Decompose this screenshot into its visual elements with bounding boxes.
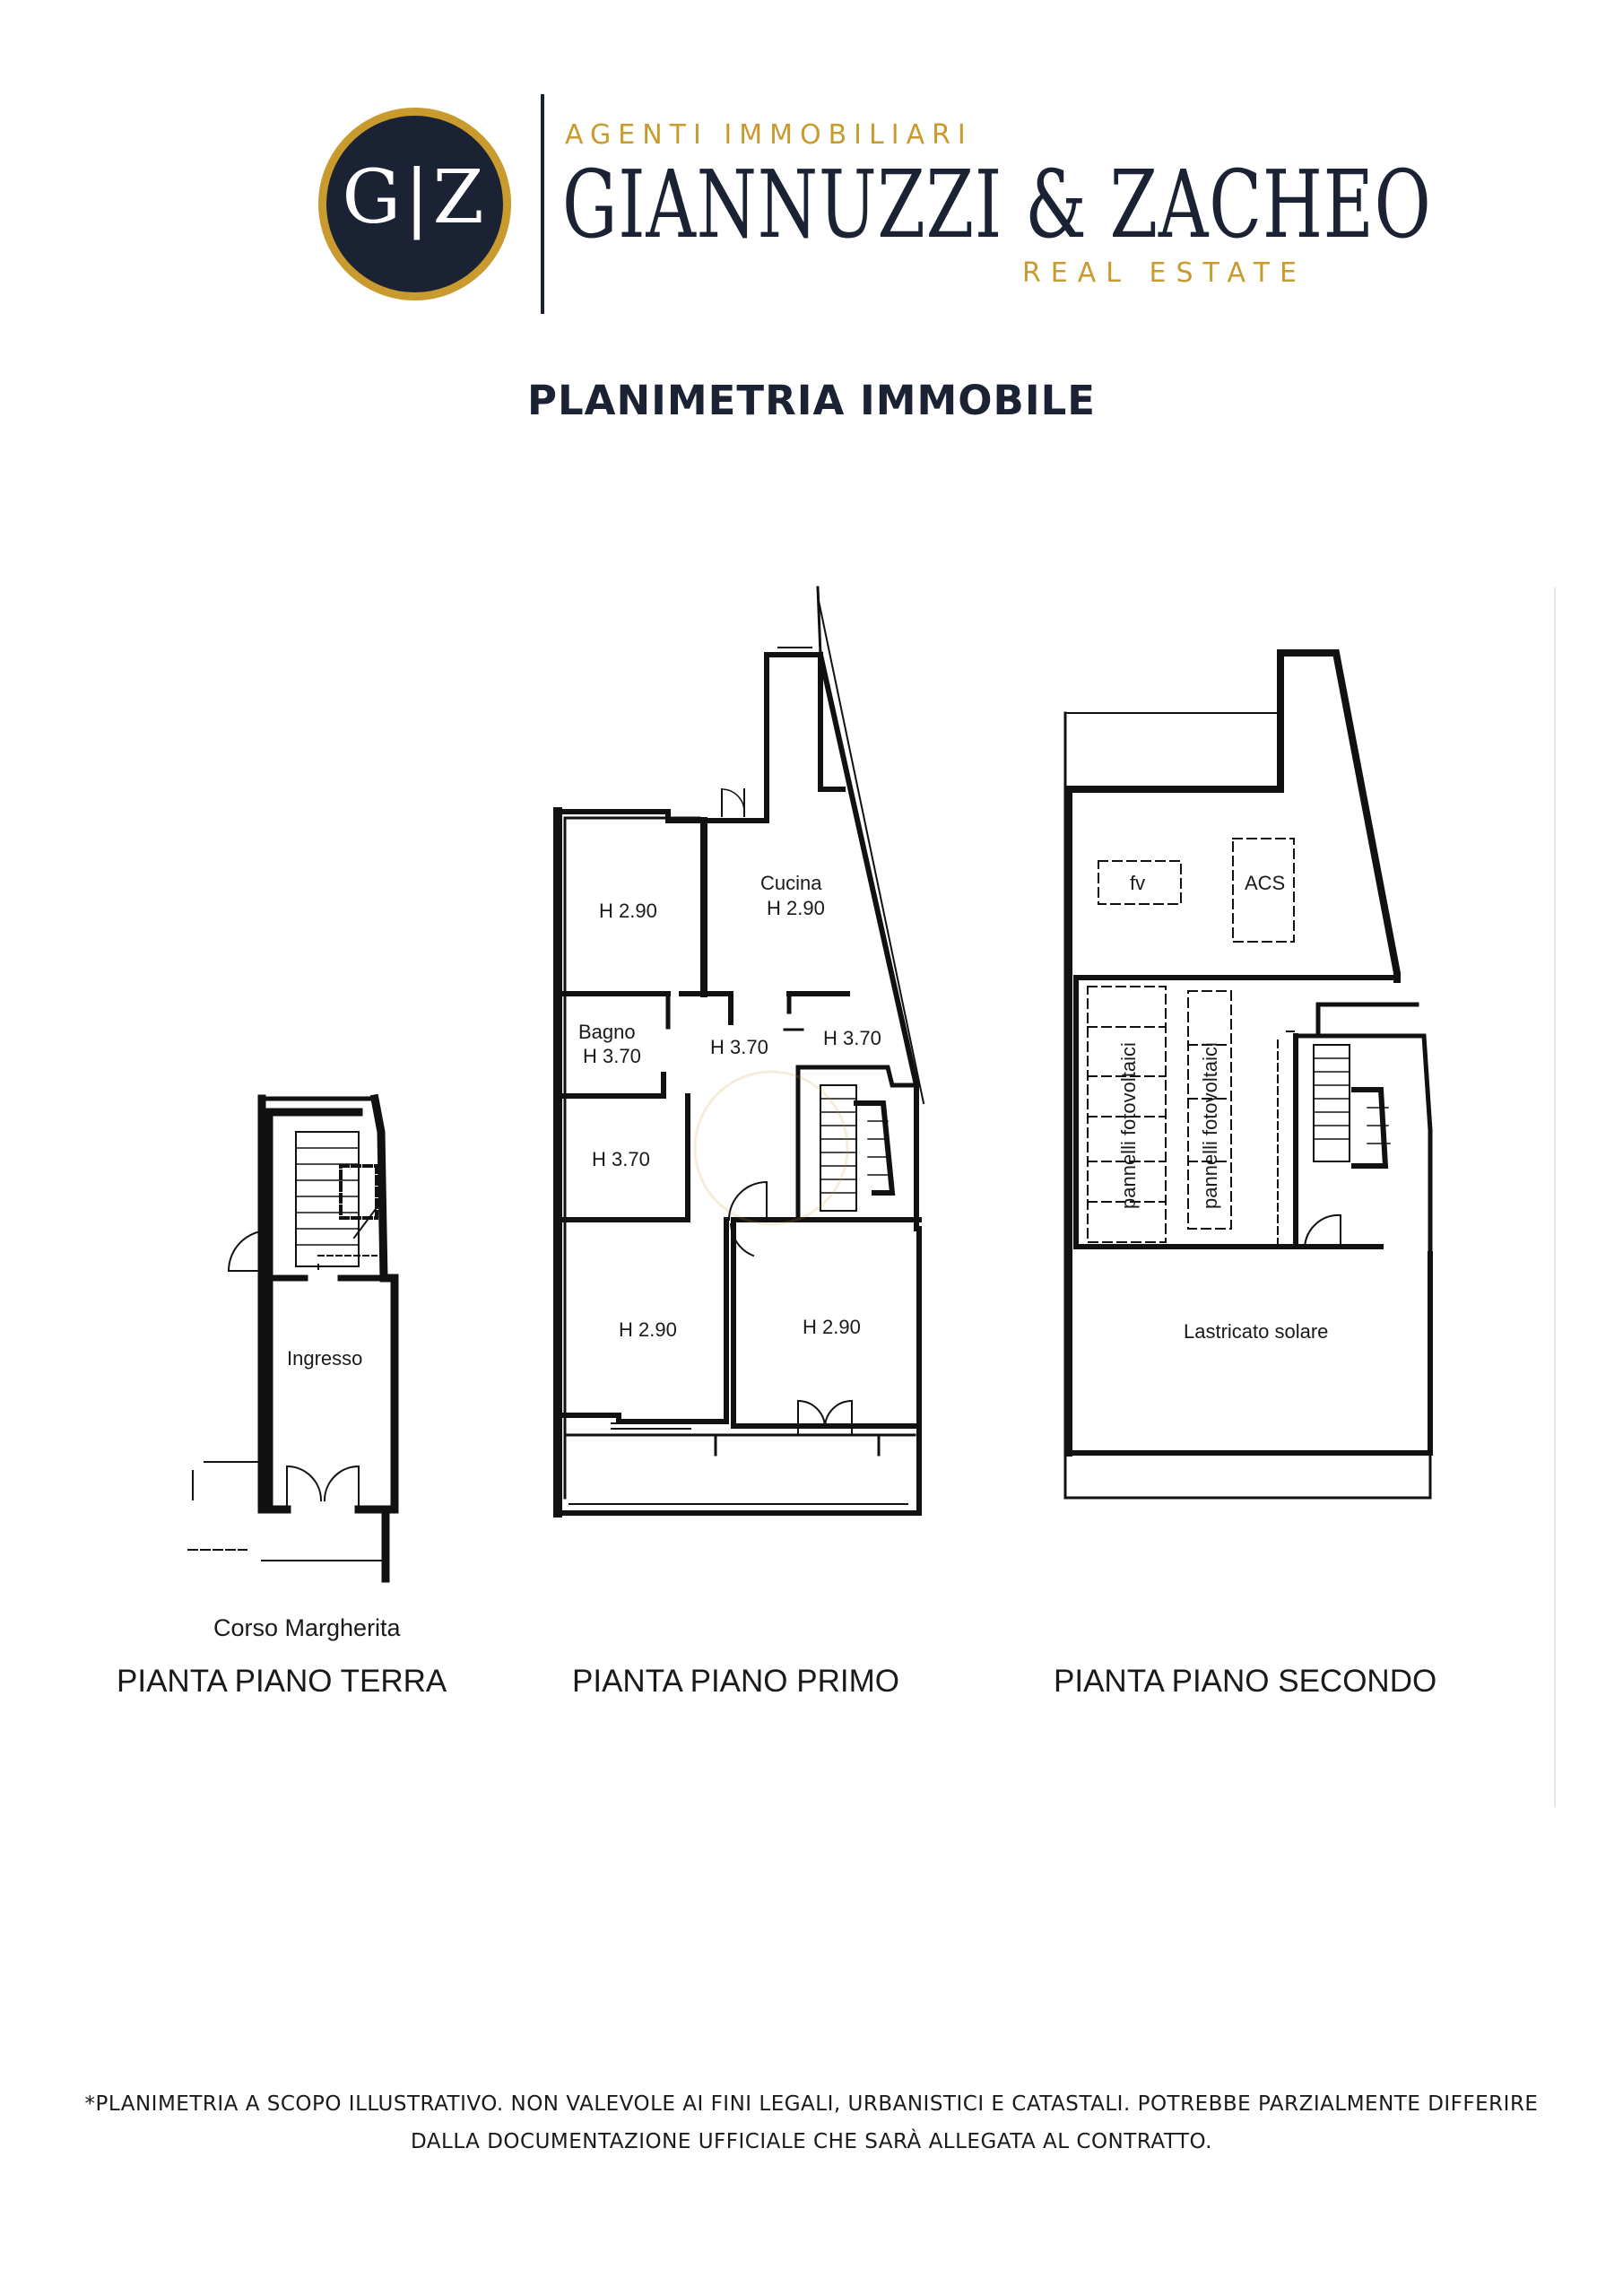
logo-company-name: GIANNUZZI & ZACHEO [562,150,1432,259]
room-label-nw: H 2.90 [599,900,657,922]
room-label-w: H 3.70 [592,1148,650,1170]
disclaimer-line-2: DALLA DOCUMENTAZIONE UFFICIALE CHE SARÀ ALLEGATA AL CONTRATTO. [410,2130,1212,2153]
disclaimer-line-1: *PLANIMETRIA A SCOPO ILLUSTRATIVO. NON VALEVOLE AI FINI LEGALI, URBANISTICI E CATASTALI. POTREBBE PARZIALMENTE DIFFERIRE [84,2092,1539,2116]
street-label: Corso Margherita [213,1614,401,1641]
solar-panels-label-2: pannelli fotovoltaici [1199,1042,1221,1209]
room-label-ingresso: Ingresso [287,1347,363,1370]
room-label-sw: H 2.90 [619,1318,677,1341]
room-label-bath-height: H 3.70 [583,1045,641,1067]
watermark-logo [695,1072,847,1224]
room-label-hall: H 3.70 [710,1036,768,1058]
caption-second-floor: PIANTA PIANO SECONDO [1054,1664,1437,1699]
room-label-landing: H 3.70 [823,1027,881,1049]
caption-ground-floor: PIANTA PIANO TERRA [117,1664,447,1699]
disclaimer [54,2085,1569,2161]
ground-floor-plan [188,1099,395,1578]
logo-tagline: AGENTI IMMOBILIARI [565,119,973,151]
solar-panels-label-1: pannelli fotovoltaici [1117,1042,1140,1209]
logo-subtitle: REAL ESTATE [1021,257,1306,289]
page-title: PLANIMETRIA IMMOBILE [526,377,1096,424]
room-label-kitchen: Cucina [760,872,822,894]
equipment-label-fv: fv [1130,872,1146,894]
equipment-label-acs: ACS [1245,872,1286,894]
room-label-se: H 2.90 [803,1316,861,1338]
room-label-kitchen-height: H 2.90 [767,897,825,919]
room-label-bath: Bagno [578,1021,636,1043]
logo-monogram: G|Z [342,155,488,240]
caption-first-floor: PIANTA PIANO PRIMO [572,1664,899,1699]
room-label-roof-terrace: Lastricato solare [1184,1320,1329,1343]
